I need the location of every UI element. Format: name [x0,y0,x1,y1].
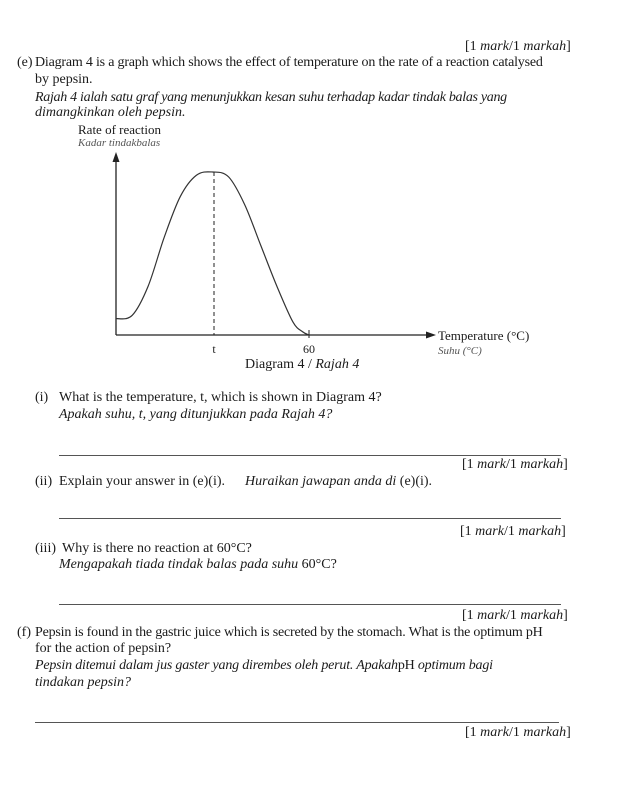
question-e-text-ms-1: Rajah 4 ialah satu graf yang menunjukkan kesan suhu terhadap kadar tindak balas yang [35,90,507,105]
diagram-caption: Diagram 4 / Rajah 4 [245,357,360,372]
question-i-text-en: What is the temperature, t, which is shown in Diagram 4? [59,390,382,405]
question-ii-label: (ii) [35,474,53,489]
question-f-text-ms-2: tindakan pepsin? [35,675,132,690]
mark-label-iii: [1 mark/1 markah] [462,608,568,623]
question-ii-text-en: Explain your answer in (e)(i). [59,474,225,489]
answer-line-i[interactable] [59,455,561,456]
question-iii-text-ms: Mengapakah tiada tindak balas pada suhu 60°C? [59,557,337,572]
question-ii-text-ms: Huraikan jawapan anda di (e)(i). [245,474,433,489]
y-axis-label: Rate of reaction [78,122,162,137]
question-f-text-en-1: Pepsin is found in the gastric juice which is secreted by the stomach. What is the optimum pH [35,625,543,640]
y-axis-label-ms: Kadar tindakbalas [78,137,161,149]
mark-label-f: [1 mark/1 markah] [465,725,571,740]
question-f-label: (f) [17,625,31,640]
y-axis-arrow-icon [113,152,120,162]
question-iii-text-en: Why is there no reaction at 60°C? [62,541,252,556]
question-f-text-en-2: for the action of pepsin? [35,641,172,656]
mark-label-i: [1 mark/1 markah] [462,457,568,472]
x-tick-label-t: t [212,342,216,356]
answer-line-ii[interactable] [59,518,561,519]
mark-label-ii: [1 mark/1 markah] [460,524,566,539]
question-f-text-ms-1: Pepsin ditemui dalam jus gaster yang dirembes oleh perut. ApakahpH optimum bagi [35,658,493,673]
question-i-text-ms: Apakah suhu, t, yang ditunjukkan pada Rajah 4? [59,407,333,422]
answer-line-iii[interactable] [59,604,561,605]
x-axis-label: Temperature (°C) [438,328,530,343]
answer-line-f[interactable] [35,722,559,723]
rate-vs-temperature-chart [0,120,640,360]
x-axis-label-ms: Suhu (°C) [438,345,482,357]
question-e-text-en-2: by pepsin. [35,72,93,87]
x-axis-arrow-icon [426,332,436,339]
question-e-text-ms-2: dimangkinkan oleh pepsin. [35,105,186,120]
question-i-label: (i) [35,390,49,405]
question-e-text-en-1: Diagram 4 is a graph which shows the effect of temperature on the rate of a reaction catalysed [35,55,543,70]
question-iii-label: (iii) [35,541,56,556]
x-tick-label-60: 60 [303,342,315,356]
mark-label-top: [1 mark/1 markah] [465,39,571,54]
rate-curve [116,172,309,335]
question-e-label: (e) [17,55,33,70]
